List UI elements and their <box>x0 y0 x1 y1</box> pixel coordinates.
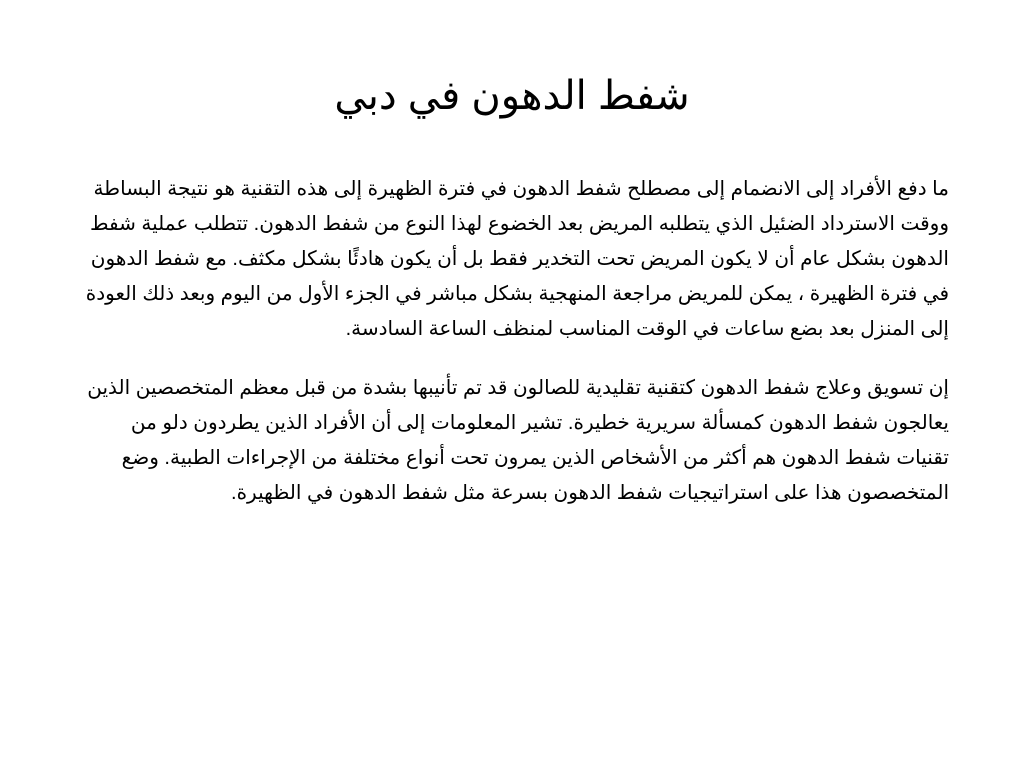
body-paragraph-2: إن تسويق وعلاج شفط الدهون كتقنية تقليدية للصالون قد تم تأنيبها بشدة من قبل معظم المتخصصين الذين يعالجون شفط الدهون كمسألة سريرية خطيرة. تشير المعلومات إلى أن الأفراد الذين يطردون دلو من تقنيات شفط الدهون هم أكثر من الأشخاص الذين يمرون تحت أنواع مختلفة من الإجراءات الطبية. وضع المتخصصون هذا على استراتيجيات شفط الدهون بسرعة مثل شفط الدهون في الظهيرة. <box>87 377 949 504</box>
slide-title: شفط الدهون في دبي <box>334 74 690 118</box>
slide-body <box>76 172 949 535</box>
body-paragraph-1: ما دفع الأفراد إلى الانضمام إلى مصطلح شفط الدهون في فترة الظهيرة إلى هذه التقنية هو نتيجة البساطة ووقت الاسترداد الضئيل الذي يتطلبه المريض بعد الخضوع لهذا النوع من شفط الدهون. تتطلب عملية شفط الدهون بشكل عام أن لا يكون المريض تحت التخدير فقط بل أن يكون هادئًا بشكل مكثف. مع شفط الدهون في فترة الظهيرة ، يمكن للمريض مراجعة المنهجية بشكل مباشر في الجزء الأول من اليوم وبعد ذلك العودة إلى المنزل بعد بضع ساعات في الوقت المناسب لمنظف الساعة السادسة. <box>85 178 949 340</box>
